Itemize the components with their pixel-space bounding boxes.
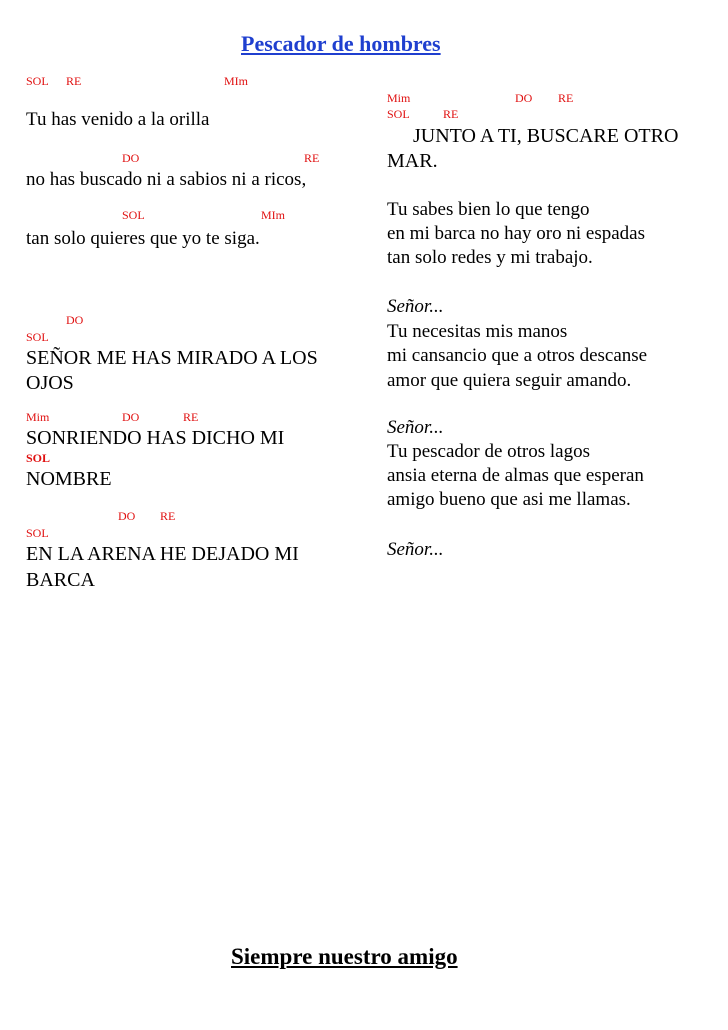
chord-mim: Mim [26, 410, 50, 424]
chord-sol: SOL [26, 526, 49, 540]
verse-line: amigo bueno que asi me llamas. [387, 489, 631, 510]
chord-re: RE [66, 74, 82, 88]
refrain-cue: Señor... [387, 296, 444, 317]
chord-do: DO [118, 509, 136, 523]
verse-line: Tu sabes bien lo que tengo [387, 199, 590, 220]
verse-line: Tu necesitas mis manos [387, 321, 568, 342]
chord-do: DO [515, 91, 533, 105]
chord-sol: SOL [387, 107, 410, 121]
chord-sol: SOL [26, 74, 49, 88]
chord-re: RE [183, 410, 199, 424]
chord-sol: SOL [26, 451, 51, 465]
lyric-line: tan solo quieres que yo te siga. [26, 228, 260, 249]
refrain-cue: Señor... [387, 417, 444, 438]
chorus-line: MAR. [387, 150, 438, 172]
page-title: Pescador de hombres [241, 31, 441, 56]
chorus-line: SONRIENDO HAS DICHO MI [26, 427, 285, 449]
chorus-line: OJOS [26, 372, 74, 394]
chord-re: RE [558, 91, 574, 105]
lyric-line: no has buscado ni a sabios ni a ricos, [26, 169, 307, 190]
chord-do: DO [122, 151, 140, 165]
footer-title: Siempre nuestro amigo [231, 944, 458, 969]
verse-line: amor que quiera seguir amando. [387, 370, 632, 391]
refrain-cue: Señor... [387, 539, 444, 560]
chorus-line: JUNTO A TI, BUSCARE OTRO [413, 125, 679, 147]
chord-sol: SOL [122, 208, 145, 222]
chord-re: RE [443, 107, 459, 121]
verse-line: tan solo redes y mi trabajo. [387, 247, 593, 268]
verse-line: ansia eterna de almas que esperan [387, 465, 644, 486]
chorus-line: BARCA [26, 569, 95, 591]
chorus-line: SEÑOR ME HAS MIRADO A LOS [26, 347, 318, 369]
chord-mim: MIm [224, 74, 248, 88]
lyric-line: Tu has venido a la orilla [26, 109, 210, 130]
chorus-line: NOMBRE [26, 468, 112, 490]
chord-sol: SOL [26, 330, 49, 344]
chord-do: DO [66, 313, 84, 327]
chord-mim: MIm [261, 208, 285, 222]
chord-mim: Mim [387, 91, 411, 105]
verse-line: Tu pescador de otros lagos [387, 441, 590, 462]
chord-do: DO [122, 410, 140, 424]
chord-re: RE [304, 151, 320, 165]
verse-line: mi cansancio que a otros descanse [387, 345, 648, 366]
verse-line: en mi barca no hay oro ni espadas [387, 223, 645, 244]
chorus-line: EN LA ARENA HE DEJADO MI [26, 543, 299, 565]
chord-re: RE [160, 509, 176, 523]
